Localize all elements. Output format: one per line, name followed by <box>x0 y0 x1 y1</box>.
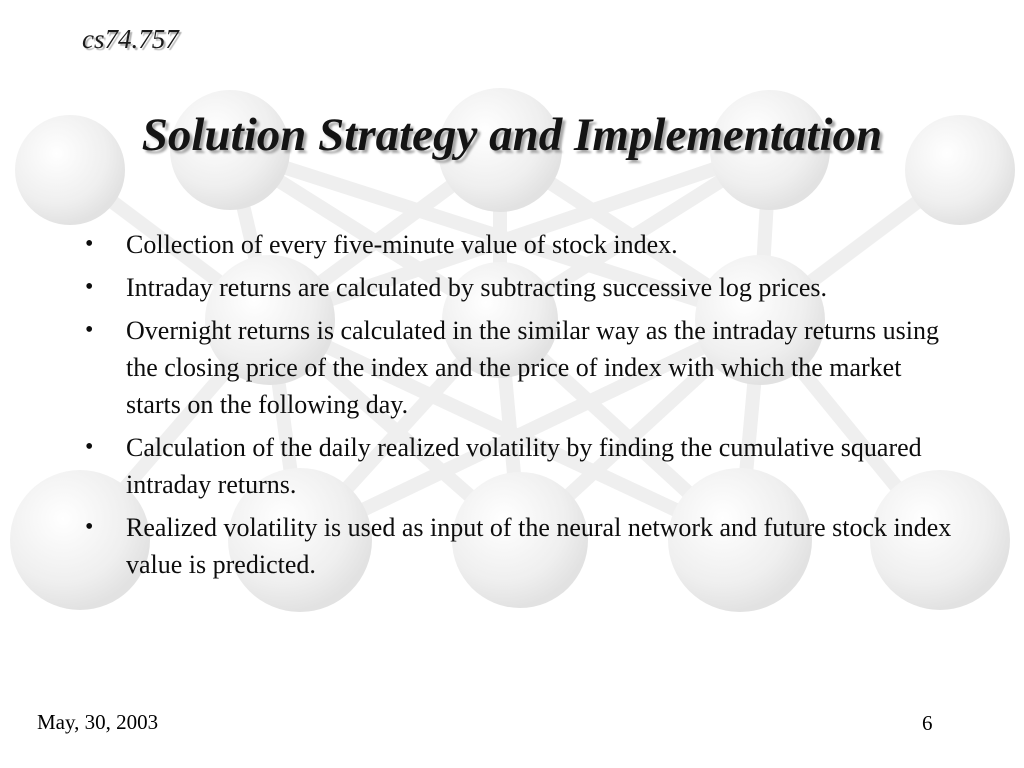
page-number: 6 <box>922 711 933 735</box>
bullet-text: Calculation of the daily realized volatility by finding the cumulative squared intraday returns. <box>126 433 922 499</box>
bullet-text: Realized volatility is used as input of the neural network and future stock index value is predicted. <box>126 513 952 579</box>
bullet-item <box>82 226 952 263</box>
bullet-text: Intraday returns are calculated by subtracting successive log prices. <box>126 273 827 302</box>
bullet-icon: • <box>85 274 94 300</box>
bullet-icon: • <box>85 231 94 257</box>
slide-title: Solution Strategy and Implementation <box>141 109 883 161</box>
bullet-item <box>82 429 952 503</box>
bullet-item <box>82 509 952 583</box>
bullet-text: Overnight returns is calculated in the similar way as the intraday returns using the closing price of the index and the price of index with which the market starts on the following day. <box>126 316 939 419</box>
bullet-icon: • <box>85 317 94 343</box>
slide-date: May, 30, 2003 <box>37 710 159 734</box>
bullet-icon: • <box>85 514 94 540</box>
course-code: cs74.757 <box>82 24 179 54</box>
bullet-list <box>82 226 952 589</box>
bullet-text: Collection of every five-minute value of stock index. <box>126 230 678 259</box>
bullet-icon: • <box>85 434 94 460</box>
bullet-item <box>82 312 952 423</box>
bullet-item <box>82 269 952 306</box>
